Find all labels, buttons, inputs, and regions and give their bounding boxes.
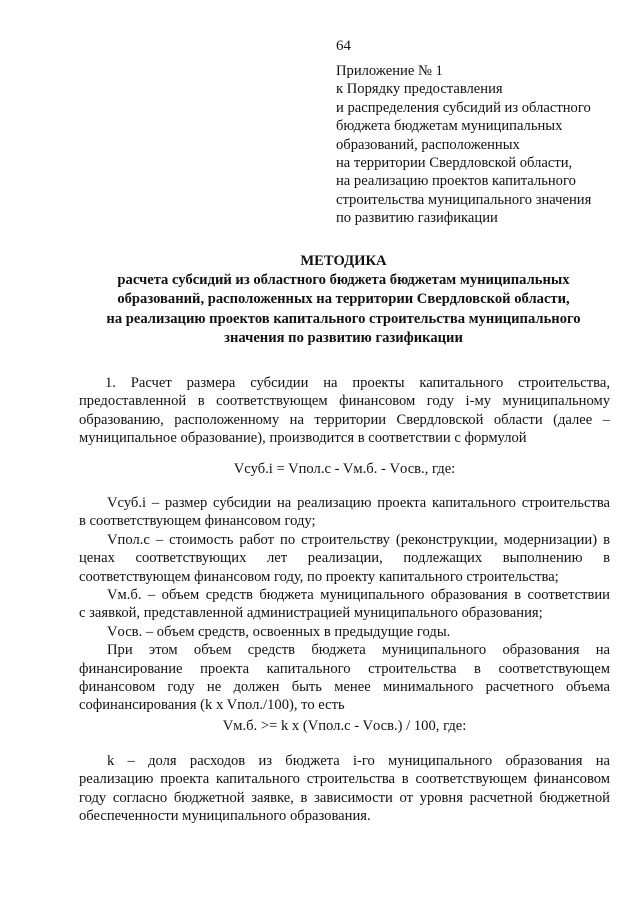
paragraph-line: реализацию проекта капитального строительства в соответствующем финансовом xyxy=(79,771,610,788)
title-line: образований, расположенных на территории Свердловской области, xyxy=(117,291,570,308)
definition-line: в соответствующем финансовом году; xyxy=(79,513,316,530)
appendix-line: Приложение № 1 xyxy=(336,63,443,79)
section-1-paragraph xyxy=(79,374,610,448)
k-definition-paragraph xyxy=(79,752,610,826)
condition-line: финансирование проекта капитального строительства в соответствующем xyxy=(79,660,610,677)
title-line: значения по развитию газификации xyxy=(224,329,463,346)
title-heading: МЕТОДИКА xyxy=(300,253,387,269)
appendix-line: бюджета бюджетам муниципальных xyxy=(336,118,563,135)
appendix-line: и распределения субсидий из областного xyxy=(336,99,591,116)
definitions-block xyxy=(79,494,610,715)
appendix-line: образований, расположенных xyxy=(336,136,520,153)
title-line: на реализацию проектов капитального строительства муниципального xyxy=(106,310,581,327)
paragraph-line: предоставленной в соответствующем финансовом году i-му муниципальному xyxy=(79,393,610,410)
definition-line: соответствующем финансовом году, по проекту капитального строительства; xyxy=(79,568,559,585)
condition-line: софинансирования (k x Vпол./100), то есть xyxy=(79,697,345,714)
appendix-line: по развитию газификации xyxy=(336,210,498,227)
paragraph-line: муниципальное образование), производится в соответствии с формулой xyxy=(79,430,527,447)
title-line: расчета субсидий из областного бюджета бюджетам муниципальных xyxy=(117,272,570,289)
page-number: 64 xyxy=(336,38,351,54)
formula-subsidy: Vсуб.i = Vпол.c - Vм.б. - Vосв., где: xyxy=(233,461,456,477)
appendix-line: к Порядку предоставления xyxy=(336,81,503,98)
definition-line: Vсуб.i – размер субсидии на реализацию проекта капитального строительства xyxy=(107,495,610,511)
paragraph-line: k – доля расходов из бюджета i-го муниципального образования на xyxy=(107,753,610,769)
definition-line: с заявкой, представленной администрацией муниципального образования; xyxy=(79,605,543,622)
paragraph-line: году согласно бюджетной заявке, в зависимости от уровня расчетной бюджетной xyxy=(79,789,610,806)
appendix-line: на реализацию проектов капитального xyxy=(336,173,576,190)
paragraph-line: обеспеченности муниципального образования. xyxy=(79,808,371,825)
condition-line: При этом объем средств бюджета муниципального образования на xyxy=(107,642,610,659)
document-title xyxy=(70,252,617,348)
definition-line: Vм.б. – объем средств бюджета муниципального образования в соответствии xyxy=(107,587,610,604)
definition-line: Vпол.c – стоимость работ по строительству (реконструкции, модернизации) в xyxy=(107,531,610,548)
appendix-header xyxy=(336,62,626,228)
definition-line: Vосв. – объем средств, освоенных в предыдущие годы. xyxy=(107,623,451,640)
appendix-line: строительства муниципального значения xyxy=(336,191,592,208)
paragraph-line: образованию, расположенному на территории Свердловской области (далее – xyxy=(79,411,610,428)
formula-minimum-cofinancing: Vм.б. >= k x (Vпол.c - Vосв.) / 100, где: xyxy=(222,718,467,734)
definition-line: ценах соответствующих лет реализации, подлежащих выполнению в xyxy=(79,550,610,567)
appendix-line: на территории Свердловской области, xyxy=(336,155,573,172)
paragraph-line: 1. Расчет размера субсидии на проекты капитального строительства, xyxy=(105,375,610,391)
condition-line: финансовом году не должен быть менее минимального расчетного объема xyxy=(79,679,610,696)
